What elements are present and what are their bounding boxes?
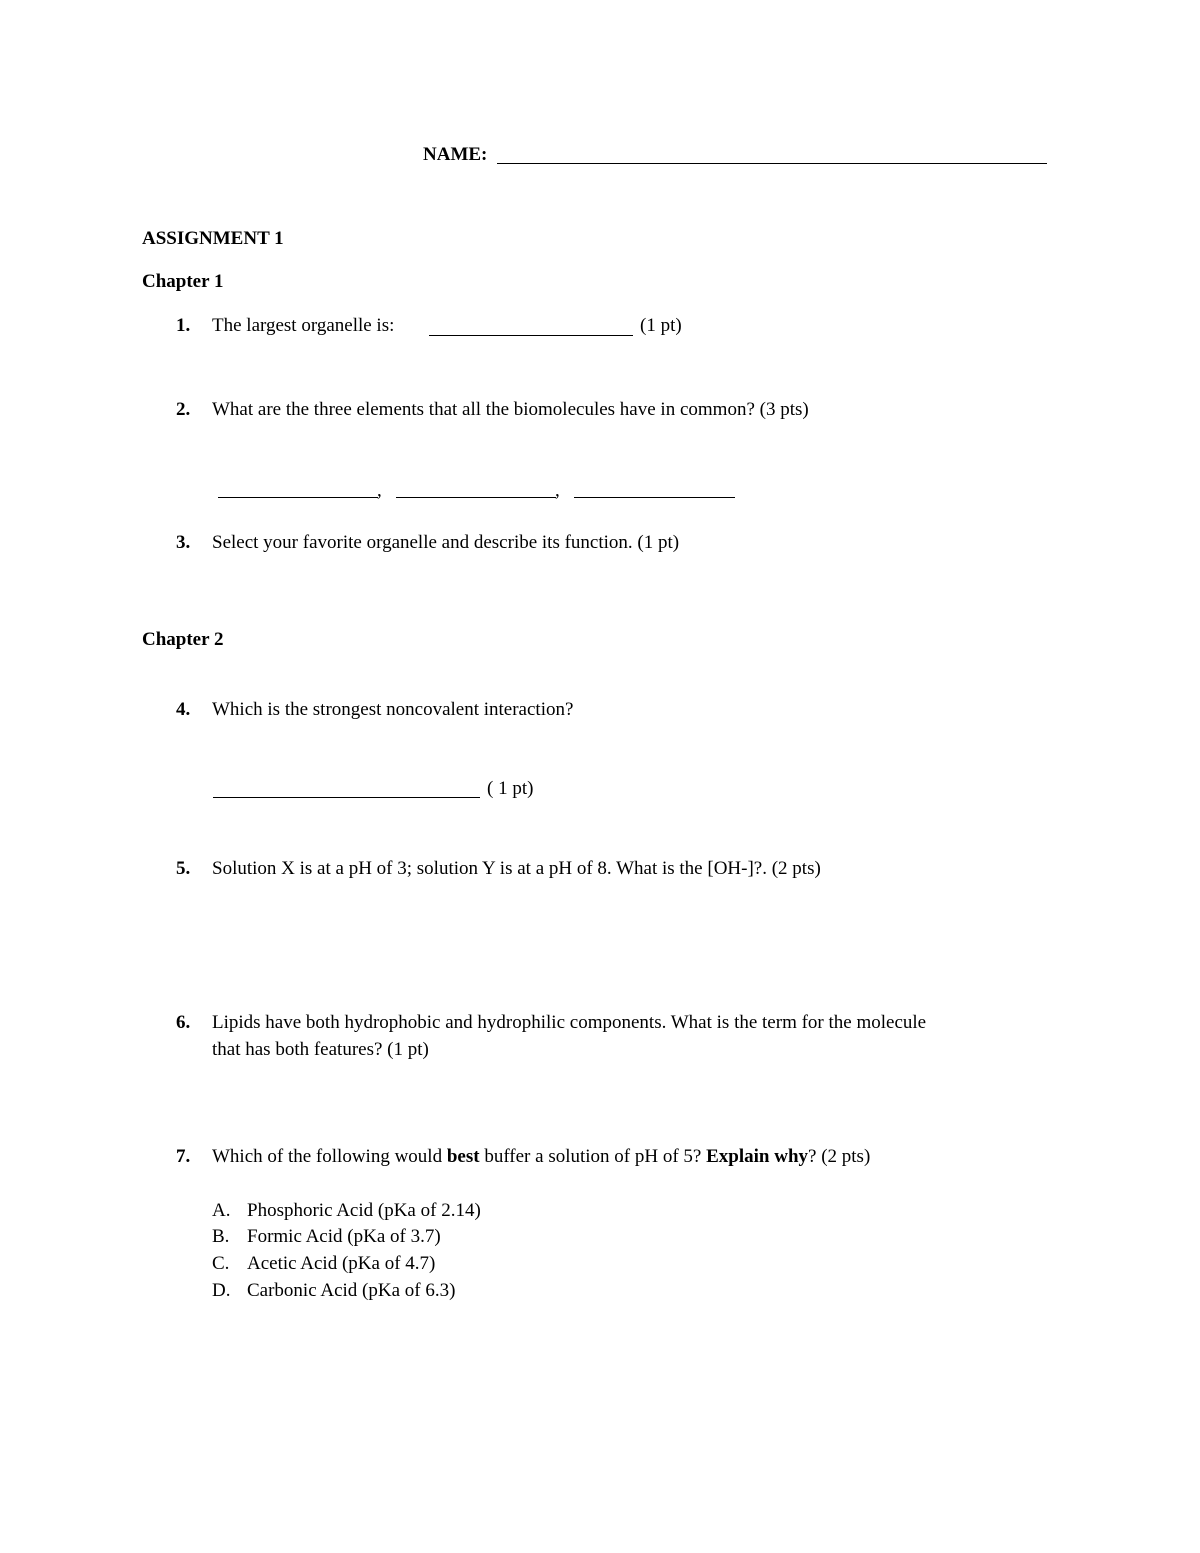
question-3-number: 3.	[176, 532, 191, 553]
question-1-number: 1.	[176, 315, 191, 336]
question-5-text: Solution X is at a pH of 3; solution Y is at a pH of 8. What is the [OH-]?. (2 pts)	[212, 858, 821, 879]
option-d-text: Carbonic Acid (pKa of 6.3)	[247, 1280, 456, 1301]
chapter-1-heading: Chapter 1	[142, 271, 224, 292]
name-field-line[interactable]	[497, 163, 1047, 164]
option-c-text: Acetic Acid (pKa of 4.7)	[247, 1253, 436, 1274]
question-4-points: ( 1 pt)	[487, 778, 534, 799]
option-b-text: Formic Acid (pKa of 3.7)	[247, 1226, 441, 1247]
option-d-letter: D.	[212, 1280, 231, 1301]
question-5-number: 5.	[176, 858, 191, 879]
question-7-text-before: Which of the following would	[212, 1146, 447, 1167]
question-2-answer-line-3[interactable]	[574, 497, 735, 498]
option-b-letter: B.	[212, 1226, 230, 1247]
question-1-answer-line[interactable]	[429, 335, 633, 336]
question-7-text-mid: buffer a solution of pH of 5?	[479, 1146, 707, 1167]
option-a-letter: A.	[212, 1200, 231, 1221]
question-7-emphasis-best: best	[446, 1146, 480, 1167]
question-1-text: The largest organelle is:	[212, 315, 395, 336]
assignment-title: ASSIGNMENT 1	[142, 228, 284, 249]
question-6-number: 6.	[176, 1012, 191, 1033]
question-7-text-after: ? (2 pts)	[808, 1146, 871, 1167]
question-4-text: Which is the strongest noncovalent interaction?	[212, 699, 574, 720]
question-7-text	[212, 1146, 870, 1168]
question-7-emphasis-explain: Explain why	[706, 1146, 809, 1167]
question-2-answer-line-2[interactable]	[396, 497, 556, 498]
name-label: NAME:	[423, 144, 488, 165]
question-3-text: Select your favorite organelle and describe its function. (1 pt)	[212, 532, 680, 553]
question-2-answer-line-1[interactable]	[218, 497, 378, 498]
question-6-text-line-1: Lipids have both hydrophobic and hydrophilic components. What is the term for the molecule	[212, 1012, 927, 1033]
question-1-points: (1 pt)	[640, 315, 682, 336]
question-7-number: 7.	[176, 1146, 191, 1167]
question-4-number: 4.	[176, 699, 191, 720]
question-4-answer-line[interactable]	[213, 797, 480, 798]
question-2-number: 2.	[176, 399, 191, 420]
question-2-text: What are the three elements that all the biomolecules have in common? (3 pts)	[212, 399, 809, 420]
chapter-2-heading: Chapter 2	[142, 629, 224, 650]
question-2-separator-1: ,	[377, 480, 382, 501]
question-6-text-line-2: that has both features? (1 pt)	[212, 1039, 429, 1060]
question-2-separator-2: ,	[555, 480, 560, 501]
option-c-letter: C.	[212, 1253, 230, 1274]
option-a-text: Phosphoric Acid (pKa of 2.14)	[247, 1200, 481, 1221]
